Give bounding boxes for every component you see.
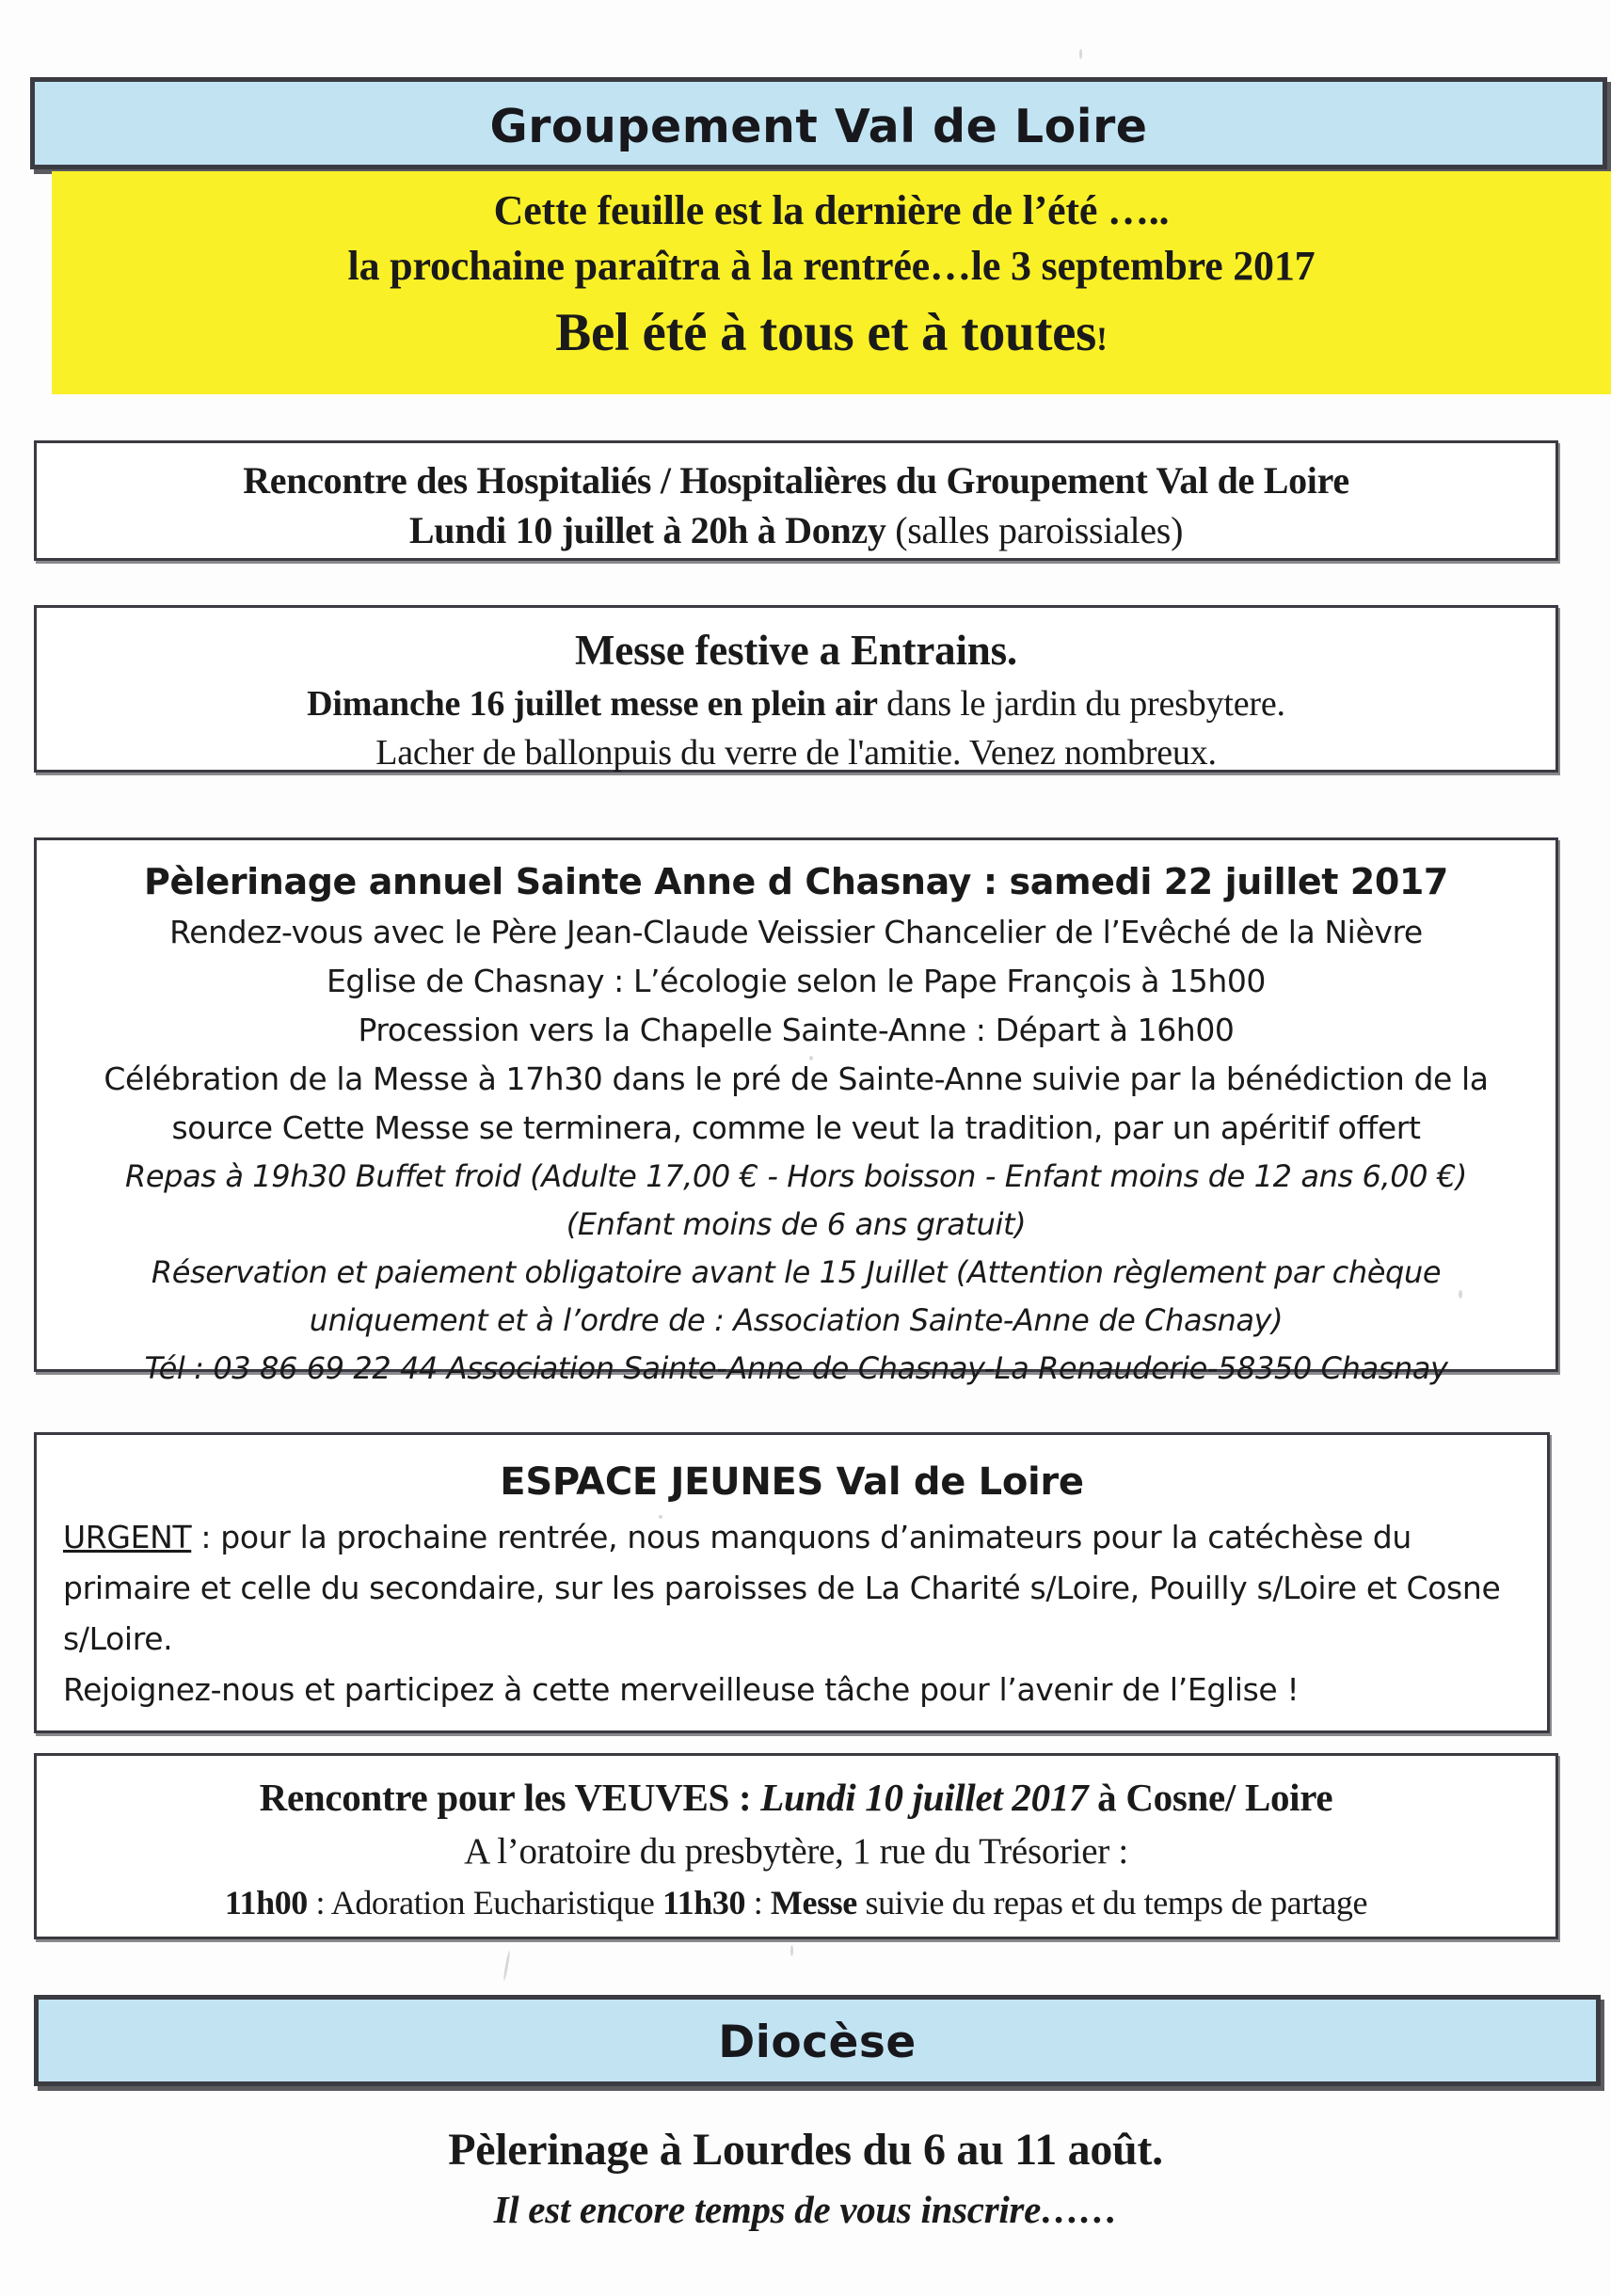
summer-notice-highlight [52, 171, 1611, 394]
espace-jeunes-paragraph-2: Rejoignez-nous et participez à cette merveilleuse tâche pour l’avenir de l’Eglise ! [63, 1671, 1300, 1708]
pelerinage-contact-line: Tél : 03 86 69 22 44 Association Sainte-Anne de Chasnay-La Renauderie-58350 Chasnay [144, 1350, 1448, 1386]
notice-line-3 [52, 294, 1611, 378]
header-band-groupement [30, 77, 1607, 169]
pelerinage-italic-line: Réservation et paiement obligatoire avant le 15 Juillet (Attention règlement par chèque [151, 1254, 1442, 1290]
pelerinage-line: Procession vers la Chapelle Sainte-Anne : Départ à 16h00 [358, 1012, 1235, 1048]
lourdes-subline: Il est encore temps de vous inscrire…… [493, 2188, 1118, 2231]
veuves-title [37, 1769, 1555, 1826]
lourdes-headline: Pèlerinage à Lourdes du 6 au 11 août. [448, 2125, 1163, 2175]
notice-line-3-text: Bel été à tous et à toutes [555, 303, 1097, 362]
espace-jeunes-title: ESPACE JEUNES Val de Loire [500, 1460, 1084, 1504]
section-espace-jeunes [34, 1432, 1550, 1733]
notice-exclamation: ! [1096, 320, 1108, 358]
veuves-title-prefix: Rencontre pour les VEUVES [259, 1776, 730, 1819]
section-veuves [34, 1753, 1558, 1939]
veuves-schedule [37, 1878, 1555, 1927]
veuves-activity-2-rest: suivie du repas et du temps de partage [856, 1884, 1368, 1921]
veuves-activity-2-label: Messe [770, 1884, 857, 1921]
veuves-date: Lundi 10 juillet 2017 [760, 1776, 1089, 1819]
messe-festive-location: dans le jardin du presbytere. [877, 684, 1285, 724]
veuves-address: A l’oratoire du presbytère, 1 rue du Trésorier : [464, 1831, 1128, 1872]
scan-artifact [502, 1951, 511, 1981]
messe-festive-line-3: Lacher de ballonpuis du verre de l'amitie. Venez nombreux. [375, 733, 1217, 773]
scan-artifact [790, 1945, 793, 1956]
messe-festive-line-2 [37, 679, 1555, 728]
diocese-title: Diocèse [718, 2017, 917, 2068]
pelerinage-line: Rendez-vous avec le Père Jean-Claude Veissier Chancelier de l’Evêché de la Nièvre [169, 914, 1423, 950]
hospitaliers-venue-note: (salles paroissiales) [885, 509, 1184, 551]
urgent-label: URGENT [63, 1519, 192, 1555]
hospitaliers-datetime: Lundi 10 juillet à 20h à Donzy [408, 509, 886, 551]
notice-line-1: Cette feuille est la dernière de l’été ….. [493, 187, 1170, 233]
pelerinage-italic-line: Repas à 19h30 Buffet froid (Adulte 17,00 € - Hors boisson - Enfant moins de 12 ans 6,00 €) [125, 1158, 1467, 1194]
espace-jeunes-body: : pour la prochaine rentrée, nous manquons d’animateurs pour la catéchèse du primaire et celle du secondaire, sur les paroisses de La Charité s/Loire, Pouilly s/Loire et Cosne s/Loire. [63, 1519, 1501, 1657]
scan-artifact [1079, 49, 1082, 59]
hospitaliers-title: Rencontre des Hospitaliés / Hospitalières du Groupement Val de Loire [243, 459, 1349, 502]
veuves-time-2: 11h30 [662, 1884, 746, 1921]
veuves-place: à Cosne/ Loire [1088, 1776, 1333, 1819]
messe-festive-datetime: Dimanche 16 juillet messe en plein air [307, 684, 878, 724]
pelerinage-italic-line: uniquement et à l’ordre de : Association Sainte-Anne de Chasnay) [309, 1302, 1284, 1338]
section-messe-festive [34, 605, 1558, 773]
pelerinage-line: Célébration de la Messe à 17h30 dans le pré de Sainte-Anne suivie par la bénédiction de la [104, 1060, 1489, 1097]
pelerinage-line: source Cette Messe se terminera, comme le veut la tradition, par un apéritif offert [171, 1109, 1421, 1146]
diocese-band [34, 1995, 1601, 2086]
pelerinage-line: Eglise de Chasnay : L’écologie selon le Pape François à 15h00 [326, 963, 1267, 999]
veuves-separator: : [745, 1884, 771, 1921]
veuves-activity-1: : Adoration Eucharistique [307, 1884, 663, 1921]
veuves-time-1: 11h00 [224, 1884, 308, 1921]
header-title: Groupement Val de Loire [489, 100, 1148, 153]
pelerinage-title: Pèlerinage annuel Sainte Anne d Chasnay : samedi 22 juillet 2017 [144, 861, 1448, 902]
espace-jeunes-paragraph-1 [63, 1512, 1521, 1665]
messe-festive-title: Messe festive a Entrains. [575, 627, 1017, 674]
hospitaliers-details [37, 506, 1555, 555]
section-lourdes [0, 2119, 1611, 2238]
veuves-title-colon: : [729, 1776, 761, 1819]
section-hospitaliers [34, 440, 1558, 561]
notice-line-2: la prochaine paraîtra à la rentrée…le 3 septembre 2017 [347, 243, 1316, 289]
section-pelerinage-chasnay [34, 837, 1558, 1386]
pelerinage-italic-line: (Enfant moins de 6 ans gratuit) [566, 1206, 1027, 1242]
